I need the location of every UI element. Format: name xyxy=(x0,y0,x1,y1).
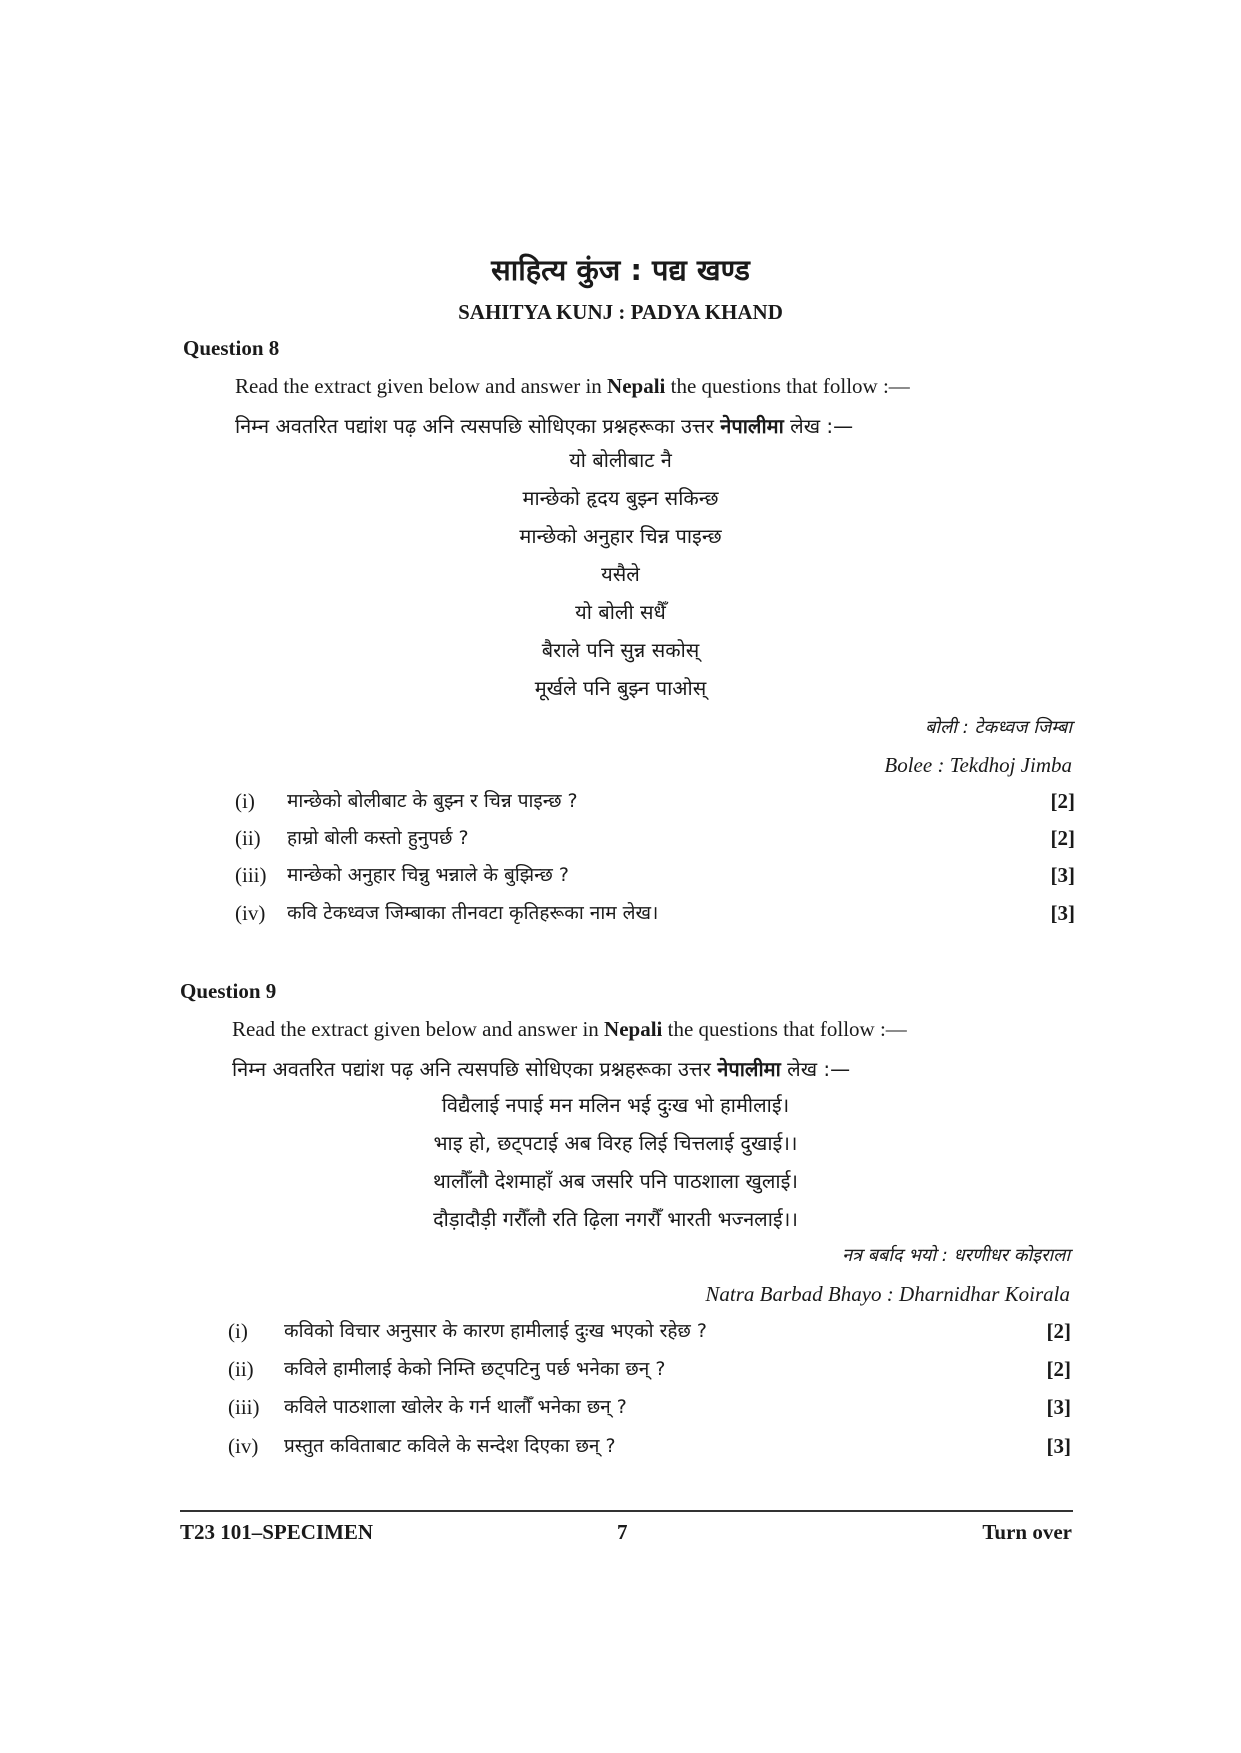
sub-number: (i) xyxy=(235,789,255,813)
question-8-heading: Question 8 xyxy=(183,336,280,360)
sub-marks: [3] xyxy=(1046,1395,1071,1419)
sub-number: (iii) xyxy=(235,863,267,887)
poem-line: मूर्खले पनि बुझ्न पाओस् xyxy=(534,676,707,700)
section-title-nepali: साहित्य कुंज : पद्य खण्ड xyxy=(491,253,750,287)
question-9-sub-iii xyxy=(228,1389,1071,1425)
poem-line: मान्छेको हृदय बुझ्न सकिन्छ xyxy=(522,486,719,510)
sub-marks: [2] xyxy=(1050,826,1075,850)
sub-marks: [2] xyxy=(1046,1357,1071,1381)
sub-number: (iii) xyxy=(228,1395,260,1419)
sub-marks: [3] xyxy=(1050,863,1075,887)
footer-divider xyxy=(180,1510,1073,1512)
poem-line: मान्छेको अनुहार चिन्न पाइन्छ xyxy=(519,524,722,548)
sub-marks: [3] xyxy=(1050,901,1075,925)
instruction-bold: नेपालीमा xyxy=(717,1057,781,1081)
question-9-sub-iv xyxy=(228,1428,1071,1464)
instruction-text: लेख :— xyxy=(780,1057,851,1081)
question-8-sub-i xyxy=(235,783,1075,819)
instruction-text: Read the extract given below and answer in xyxy=(232,1017,605,1041)
poem-line: बैराले पनि सुन्न सकोस् xyxy=(541,638,700,662)
question-9-credit-english: Natra Barbad Bhayo : Dharnidhar Koirala xyxy=(705,1282,1070,1306)
poem-line: यसैले xyxy=(601,562,640,586)
poem-line: भाइ हो, छट्पटाई अब विरह लिई चित्तलाई दुखाई।। xyxy=(433,1131,798,1155)
question-9-sub-i xyxy=(228,1313,1071,1349)
question-8-credit-nepali: बोली : टेकध्वज जिम्बा xyxy=(925,717,1072,738)
instruction-text: Read the extract given below and answer in xyxy=(235,374,608,398)
sub-marks: [2] xyxy=(1046,1319,1071,1343)
question-9-credit-nepali: नत्र बर्बाद भयो : धरणीधर कोइराला xyxy=(842,1245,1070,1266)
question-9-heading: Question 9 xyxy=(180,979,277,1003)
sub-number: (iv) xyxy=(228,1434,259,1458)
question-8-sub-iii xyxy=(235,857,1075,893)
sub-number: (ii) xyxy=(235,826,261,850)
instruction-text: निम्न अवतरित पद्यांश पढ़ अनि त्यसपछि सोधिएका प्रश्नहरूका उत्तर xyxy=(232,1057,718,1081)
question-9-instruction-nepali xyxy=(232,1055,850,1082)
sub-number: (iv) xyxy=(235,901,266,925)
sub-marks: [3] xyxy=(1046,1434,1071,1458)
sub-number: (i) xyxy=(228,1319,248,1343)
sub-text: मान्छेको बोलीबाट के बुझ्न र चिन्न पाइन्छ ? xyxy=(287,790,578,812)
question-8-sub-iv xyxy=(235,895,1075,931)
sub-text: प्रस्तुत कविताबाट कविले के सन्देश दिएका छन् ? xyxy=(284,1435,616,1457)
sub-number: (ii) xyxy=(228,1357,254,1381)
question-8-instruction-english xyxy=(235,374,910,399)
sub-marks: [2] xyxy=(1050,789,1075,813)
poem-line: थालौँलौ देशमाहाँ अब जसरि पनि पाठशाला खुलाई। xyxy=(433,1169,798,1193)
question-8-sub-ii xyxy=(235,820,1075,856)
section-title-english: SAHITYA KUNJ : PADYA KHAND xyxy=(458,300,783,324)
poem-line: यो बोलीबाट नै xyxy=(569,448,672,472)
footer-paper-code: T23 101–SPECIMEN xyxy=(180,1520,374,1544)
sub-text: कविको विचार अनुसार के कारण हामीलाई दुःख भएको रहेछ ? xyxy=(284,1320,707,1342)
question-9-sub-ii xyxy=(228,1351,1071,1387)
sub-text: मान्छेको अनुहार चिन्नु भन्नाले के बुझिन्छ ? xyxy=(287,864,569,886)
footer-turn-over: Turn over xyxy=(982,1520,1072,1544)
instruction-text: the questions that follow :— xyxy=(665,374,910,398)
instruction-text: the questions that follow :— xyxy=(662,1017,907,1041)
question-9-poem xyxy=(0,1086,1236,1238)
instruction-text: लेख :— xyxy=(783,414,854,438)
footer-page-number: 7 xyxy=(617,1520,628,1544)
question-8-credit-english: Bolee : Tekdhoj Jimba xyxy=(884,753,1072,777)
sub-text: हाम्रो बोली कस्तो हुनुपर्छ ? xyxy=(287,827,469,849)
poem-line: यो बोली सधैँ xyxy=(575,600,666,624)
question-8-instruction-nepali xyxy=(235,412,853,439)
instruction-bold: Nepali xyxy=(604,1017,663,1041)
sub-text: कविले हामीलाई केको निम्ति छट्पटिनु पर्छ भनेका छन् ? xyxy=(284,1358,666,1380)
question-8-poem xyxy=(0,441,1241,707)
sub-text: कवि टेकध्वज जिम्बाका तीनवटा कृतिहरूका नाम लेख। xyxy=(287,902,659,924)
poem-line: विद्यैलाई नपाई मन मलिन भई दुःख भो हामीलाई। xyxy=(441,1093,790,1117)
instruction-text: निम्न अवतरित पद्यांश पढ़ अनि त्यसपछि सोधिएका प्रश्नहरूका उत्तर xyxy=(235,414,721,438)
instruction-bold: Nepali xyxy=(607,374,666,398)
question-9-instruction-english xyxy=(232,1017,907,1042)
instruction-bold: नेपालीमा xyxy=(720,414,784,438)
sub-text: कविले पाठशाला खोलेर के गर्न थालौँ भनेका छन् ? xyxy=(284,1396,627,1418)
poem-line: दौड़ादौड़ी गरौँलौ रति ढ़िला नगरौँ भारती भज्नलाई।। xyxy=(433,1207,798,1231)
